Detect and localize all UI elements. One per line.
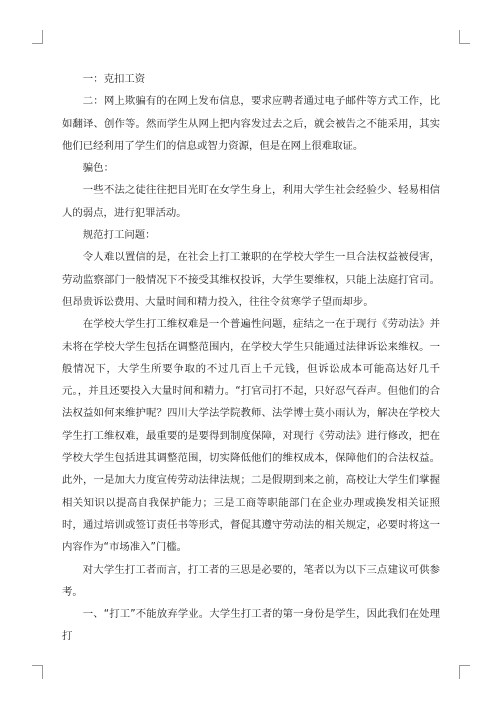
heading-wage-deduction: 一：克扣工资 [82, 73, 146, 85]
heading-regulate-work: 规范打工问题： [82, 229, 156, 242]
paragraph-online-fraud: 二：网上欺骗有的在网上发布信息，要求应聘者通过电子邮件等方式工作，比如翻译、创作等。然而学生从网上把内容发过去之后，就会被告之不能采用，其实他们已经利用了学生们的信息或智力资源，但是在网上很难取证。 [62, 95, 440, 152]
paragraph-labor-law: 在学校大学生打工维权难是一个普遍性问题，症结之一在于现行《劳动法》并未将在学校大学生包括在调整范围内，在学校大学生只能通过法律诉讼来维权。一般情况下，大学生所要争取的不过几百上千元钱，但诉讼成本可能高达好几千元。，并且还要投入大量时间和精力。“打官司打不起，只好忍气吞声。但他们的合法权益如何来维护呢？四川大学法学院教师、法学博士莫小雨认为，解决在学校大学生打工维权难，最重要的是要得到制度保障，对现行《劳动法》进行修改，把在学校大学生包括进其调整范围，切实降低他们的维权成本，保障他们的合法权益。此外，一是加大力度宣传劳动法律法规；二是假期到来之前，高校让大学生们掌握相关知识以提高自我保护能力；三是工商等职能部门在企业办理或换发相关证照时，通过培训或签订责任书等形式，督促其遵守劳动法的相关规定，必要时将这一内容作为“市场准入”门槛。 [62, 318, 440, 554]
heading-sexual-fraud: 骗色： [82, 162, 114, 175]
paragraph-suggestions-intro: 对大学生打工者而言，打工者的三思是必要的，笔者以为以下三点建议可供参考。 [62, 563, 440, 598]
crop-mark-top-left [32, 30, 43, 44]
crop-mark-bottom-left [32, 665, 43, 679]
paragraph-first-suggestion: 一、“打工”不能放弃学业。大学生打工者的第一身份是学生，因此我们在处理打 [62, 608, 440, 643]
paragraph-sexual-fraud: 一些不法之徒往往把目光盯在女学生身上，利用大学生社会经验少、轻易相信人的弱点，进行犯罪活动。 [62, 184, 440, 219]
paragraph-rights-protection: 令人难以置信的是，在社会上打工兼职的在学校大学生一旦合法权益被侵害，劳动监察部门一般情况下不接受其维权投诉，大学生要维权，只能上法庭打官司。但昂贵诉讼费用、大量时间和精力投入，往往令贫寒学子望而却步。 [62, 251, 440, 308]
crop-mark-top-right [459, 30, 470, 44]
crop-mark-bottom-right [459, 665, 470, 679]
document-body [62, 68, 440, 648]
